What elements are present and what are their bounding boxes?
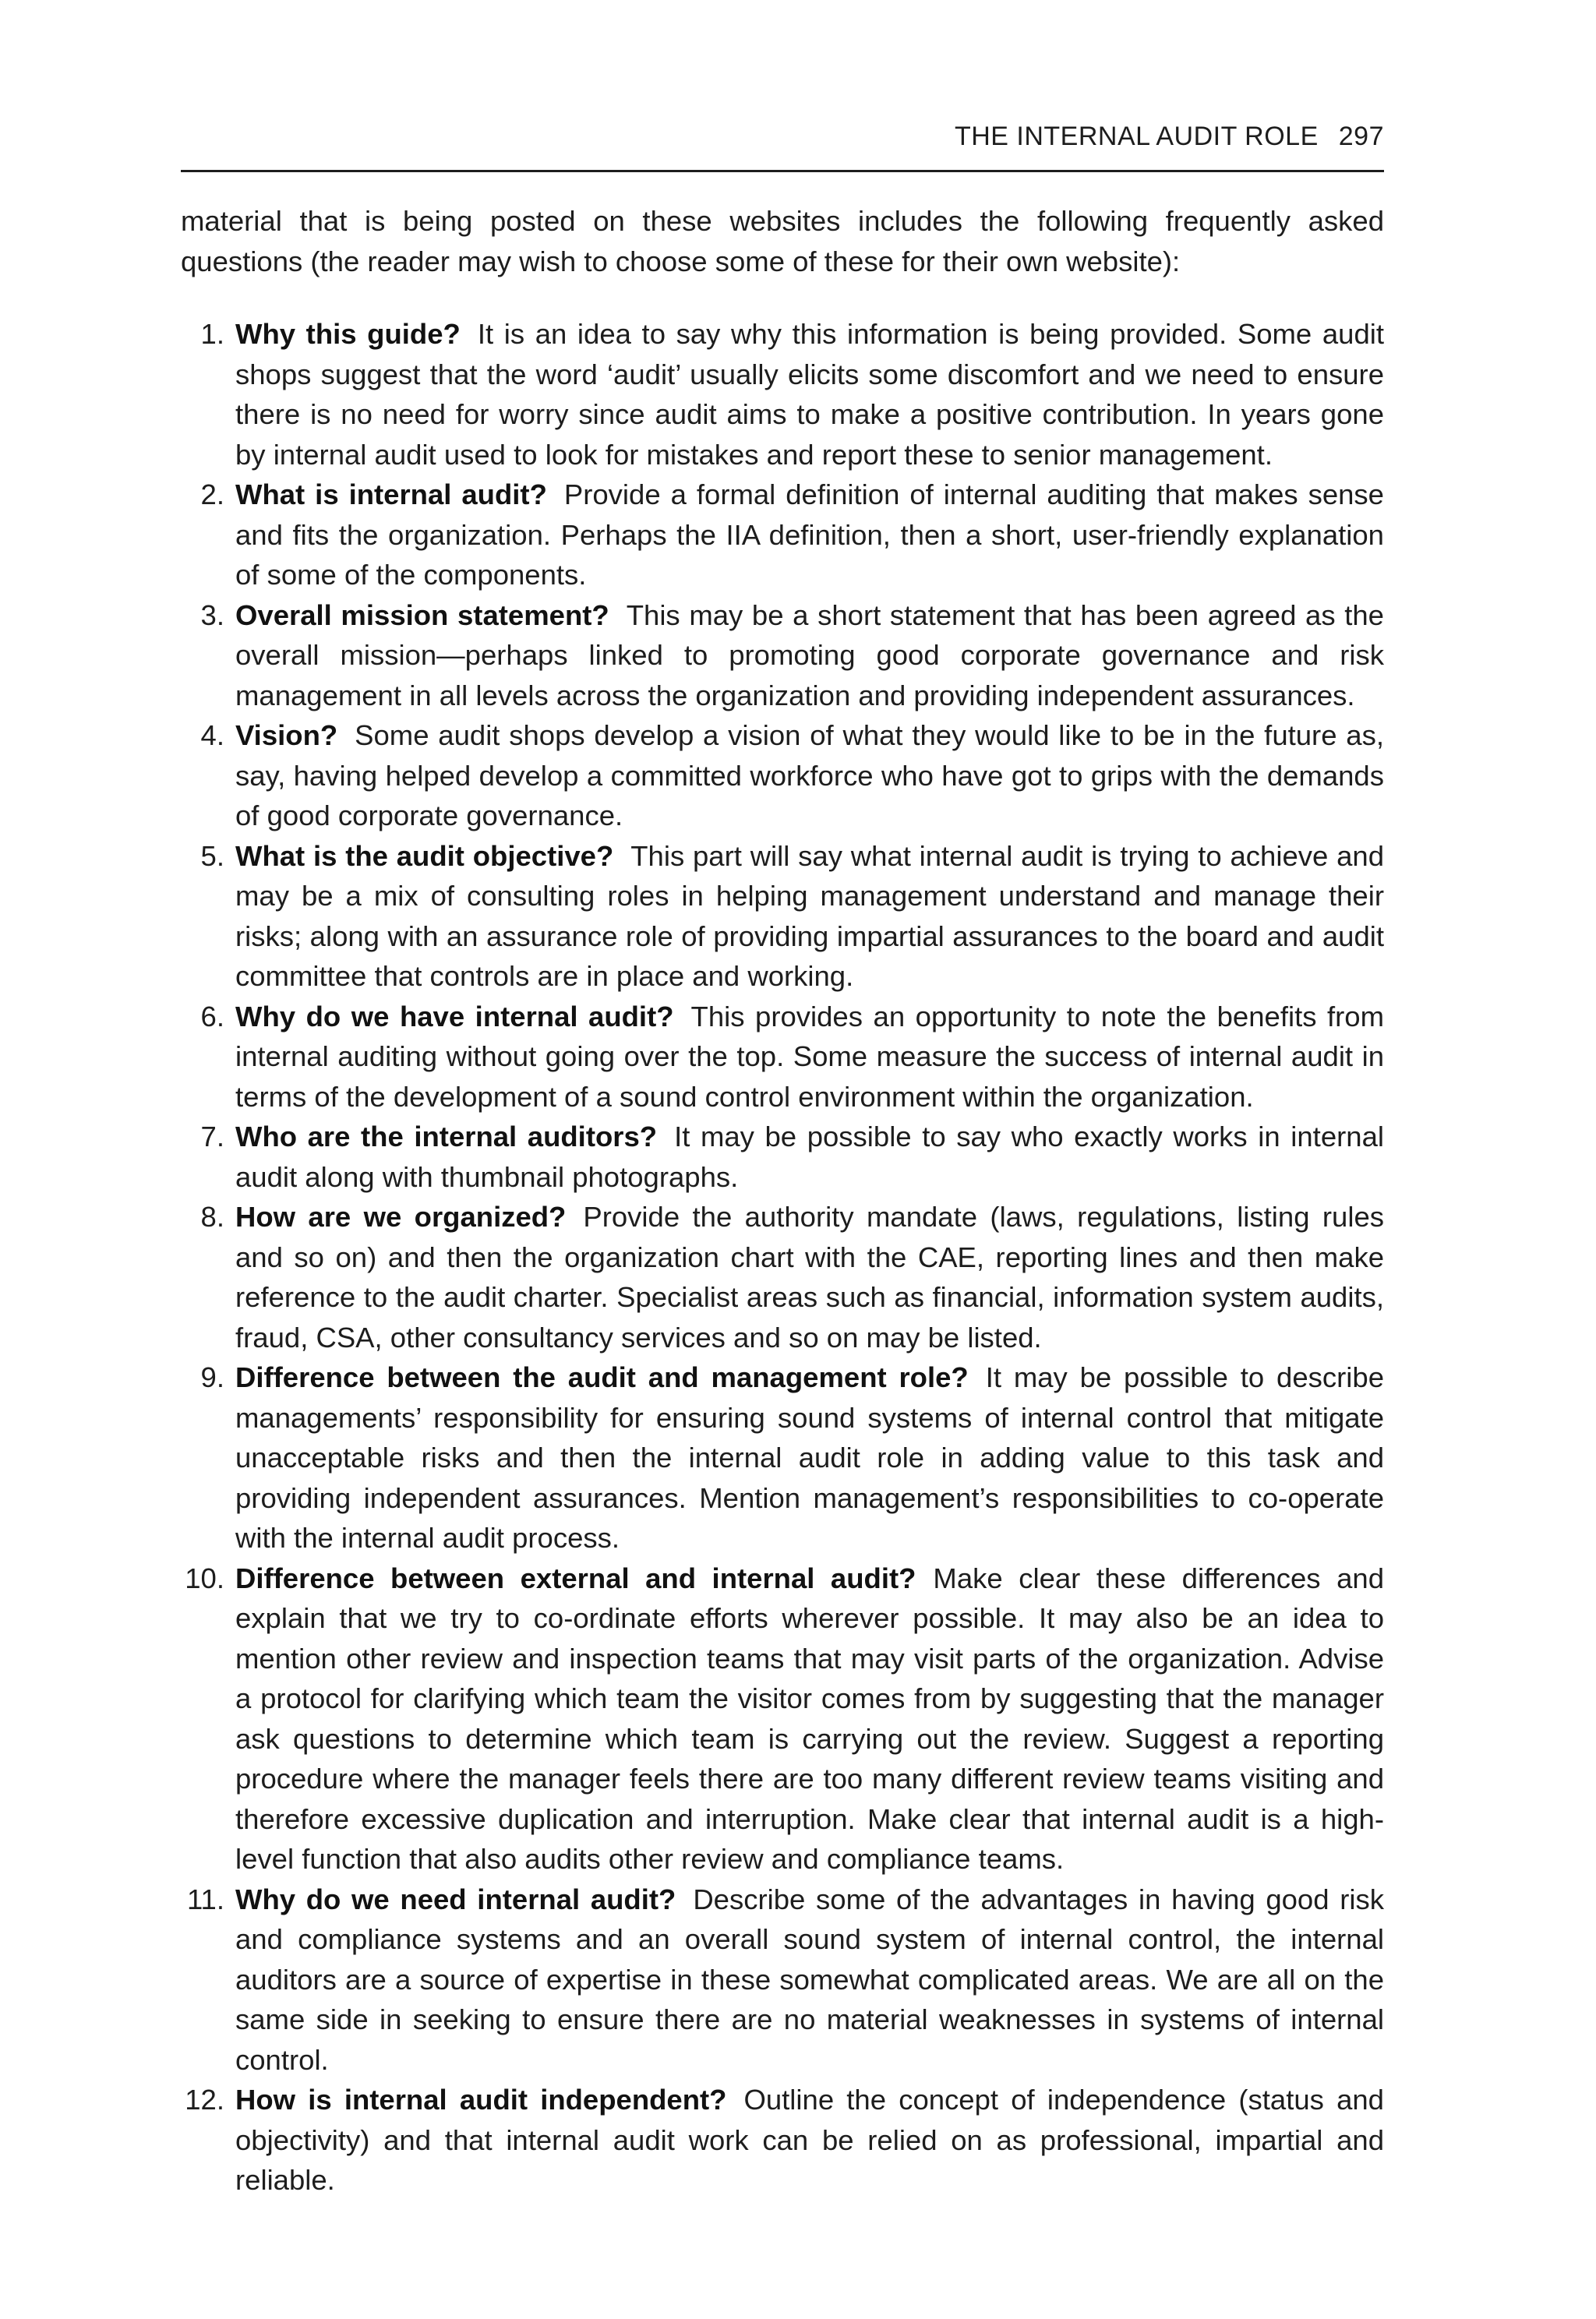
faq-list: [181, 314, 1384, 2201]
item-question: What is the audit objective?: [235, 839, 614, 872]
item-number: 5.: [200, 839, 224, 872]
item-answer: It may be possible to say who exactly works in internal audit along with thumbnail photographs.: [235, 1121, 1384, 1193]
item-answer: Provide a formal definition of internal auditing that makes sense and fits the organization. Perhaps the IIA definition, then a short, user-friendly explanation of some of the components.: [235, 478, 1384, 591]
item-question: Why do we have internal audit?: [235, 1000, 674, 1032]
faq-item-1: [181, 314, 1384, 475]
item-answer: Outline the concept of independence (status and objectivity) and that internal audit work can be relied on as professional, impartial and reliable.: [235, 2084, 1384, 2196]
faq-item-10: [181, 1558, 1384, 1880]
page-header: [181, 117, 1384, 172]
faq-item-6: [181, 997, 1384, 1117]
item-question: What is internal audit?: [235, 478, 547, 510]
item-answer: Some audit shops develop a vision of what they would like to be in the future as, say, having helped develop a committed workforce who have got to grips with the demands of good corporate governance.: [235, 719, 1384, 831]
page-number: 297: [1338, 122, 1384, 151]
item-number: 12.: [185, 2084, 224, 2116]
item-question: Why do we need internal audit?: [235, 1883, 676, 1915]
item-question: Difference between the audit and management role?: [235, 1361, 969, 1393]
faq-item-12: [181, 2080, 1384, 2201]
item-question: Why this guide?: [235, 318, 461, 350]
item-question: Overall mission statement?: [235, 598, 609, 631]
item-answer: Provide the authority mandate (laws, regulations, listing rules and so on) and then the organization chart with the CAE, reporting lines and then make reference to the audit charter. Specialist areas such as financial, information system audits, fraud, CSA, other consultancy services and so on may be listed.: [235, 1201, 1385, 1354]
item-number: 4.: [200, 719, 224, 751]
item-number: 8.: [200, 1201, 224, 1233]
faq-item-8: [181, 1197, 1384, 1357]
item-number: 2.: [200, 478, 224, 510]
item-number: 6.: [200, 1000, 224, 1032]
faq-item-4: [181, 715, 1384, 836]
item-question: Vision?: [235, 719, 338, 751]
faq-item-3: [181, 595, 1384, 716]
item-number: 3.: [200, 598, 224, 631]
item-answer: Make clear these differences and explain that we try to co-ordinate efforts wherever possible. It may also be an idea to mention other review and inspection teams that may visit parts of the organization. Advise a protocol for clarifying which team the visitor comes from by suggesting that the manager ask questions to determine which team is carrying out the review. Suggest a reporting procedure where the manager feels there are too many different review teams visiting and therefore excessive duplication and interruption. Make clear that internal audit is a high-level function that also audits other review and compliance teams.: [235, 1562, 1384, 1875]
item-answer: Describe some of the advantages in having good risk and compliance systems and an overall sound system of internal control, the internal auditors are a source of expertise in these somewhat complicated areas. We are all on the same side in seeking to ensure there are no material weaknesses in systems of internal control.: [235, 1883, 1384, 2076]
item-number: 7.: [200, 1121, 224, 1152]
item-answer: This provides an opportunity to note the benefits from internal auditing without going over the top. Some measure the success of internal audit in terms of the development of a sound control environment within the organization.: [235, 1000, 1384, 1113]
item-answer: It is an idea to say why this information is being provided. Some audit shops suggest that the word ‘audit’ usually elicits some discomfort and we need to ensure there is no need for worry since audit aims to make a positive contribution. In years gone by internal audit used to look for mistakes and report these to senior management.: [235, 318, 1384, 471]
faq-item-9: [181, 1357, 1384, 1558]
item-number: 10.: [185, 1562, 224, 1594]
item-question: How are we organized?: [235, 1201, 567, 1233]
item-answer: It may be possible to describe managements’ responsibility for ensuring sound systems of internal control that mitigate unacceptable risks and then the internal audit role in adding value to this task and providing independent assurances. Mention management’s responsibilities to co-operate with the internal audit process.: [235, 1361, 1385, 1554]
running-title: THE INTERNAL AUDIT ROLE: [954, 122, 1319, 151]
item-question: Difference between external and internal audit?: [235, 1562, 916, 1594]
item-answer: This may be a short statement that has been agreed as the overall mission—perhaps linked to promoting good corporate governance and risk management in all levels across the organization and providing independent assurances.: [235, 598, 1384, 711]
item-number: 1.: [200, 318, 224, 350]
faq-item-2: [181, 475, 1384, 595]
item-question: Who are the internal auditors?: [235, 1121, 658, 1152]
faq-item-11: [181, 1880, 1384, 2081]
body-text: [181, 201, 1384, 2201]
faq-item-7: [181, 1117, 1384, 1197]
faq-item-5: [181, 836, 1384, 997]
intro-paragraph: material that is being posted on these websites includes the following frequently asked questions (the reader may wish to choose some of these for their own website):: [181, 205, 1384, 277]
item-number: 11.: [186, 1883, 224, 1915]
item-answer: This part will say what internal audit is trying to achieve and may be a mix of consulting roles in helping management understand and manage their risks; along with an assurance role of providing impartial assurances to the board and audit committee that controls are in place and working.: [235, 839, 1384, 992]
item-question: How is internal audit independent?: [235, 2084, 727, 2116]
item-number: 9.: [200, 1361, 224, 1393]
running-head: [955, 122, 1384, 152]
